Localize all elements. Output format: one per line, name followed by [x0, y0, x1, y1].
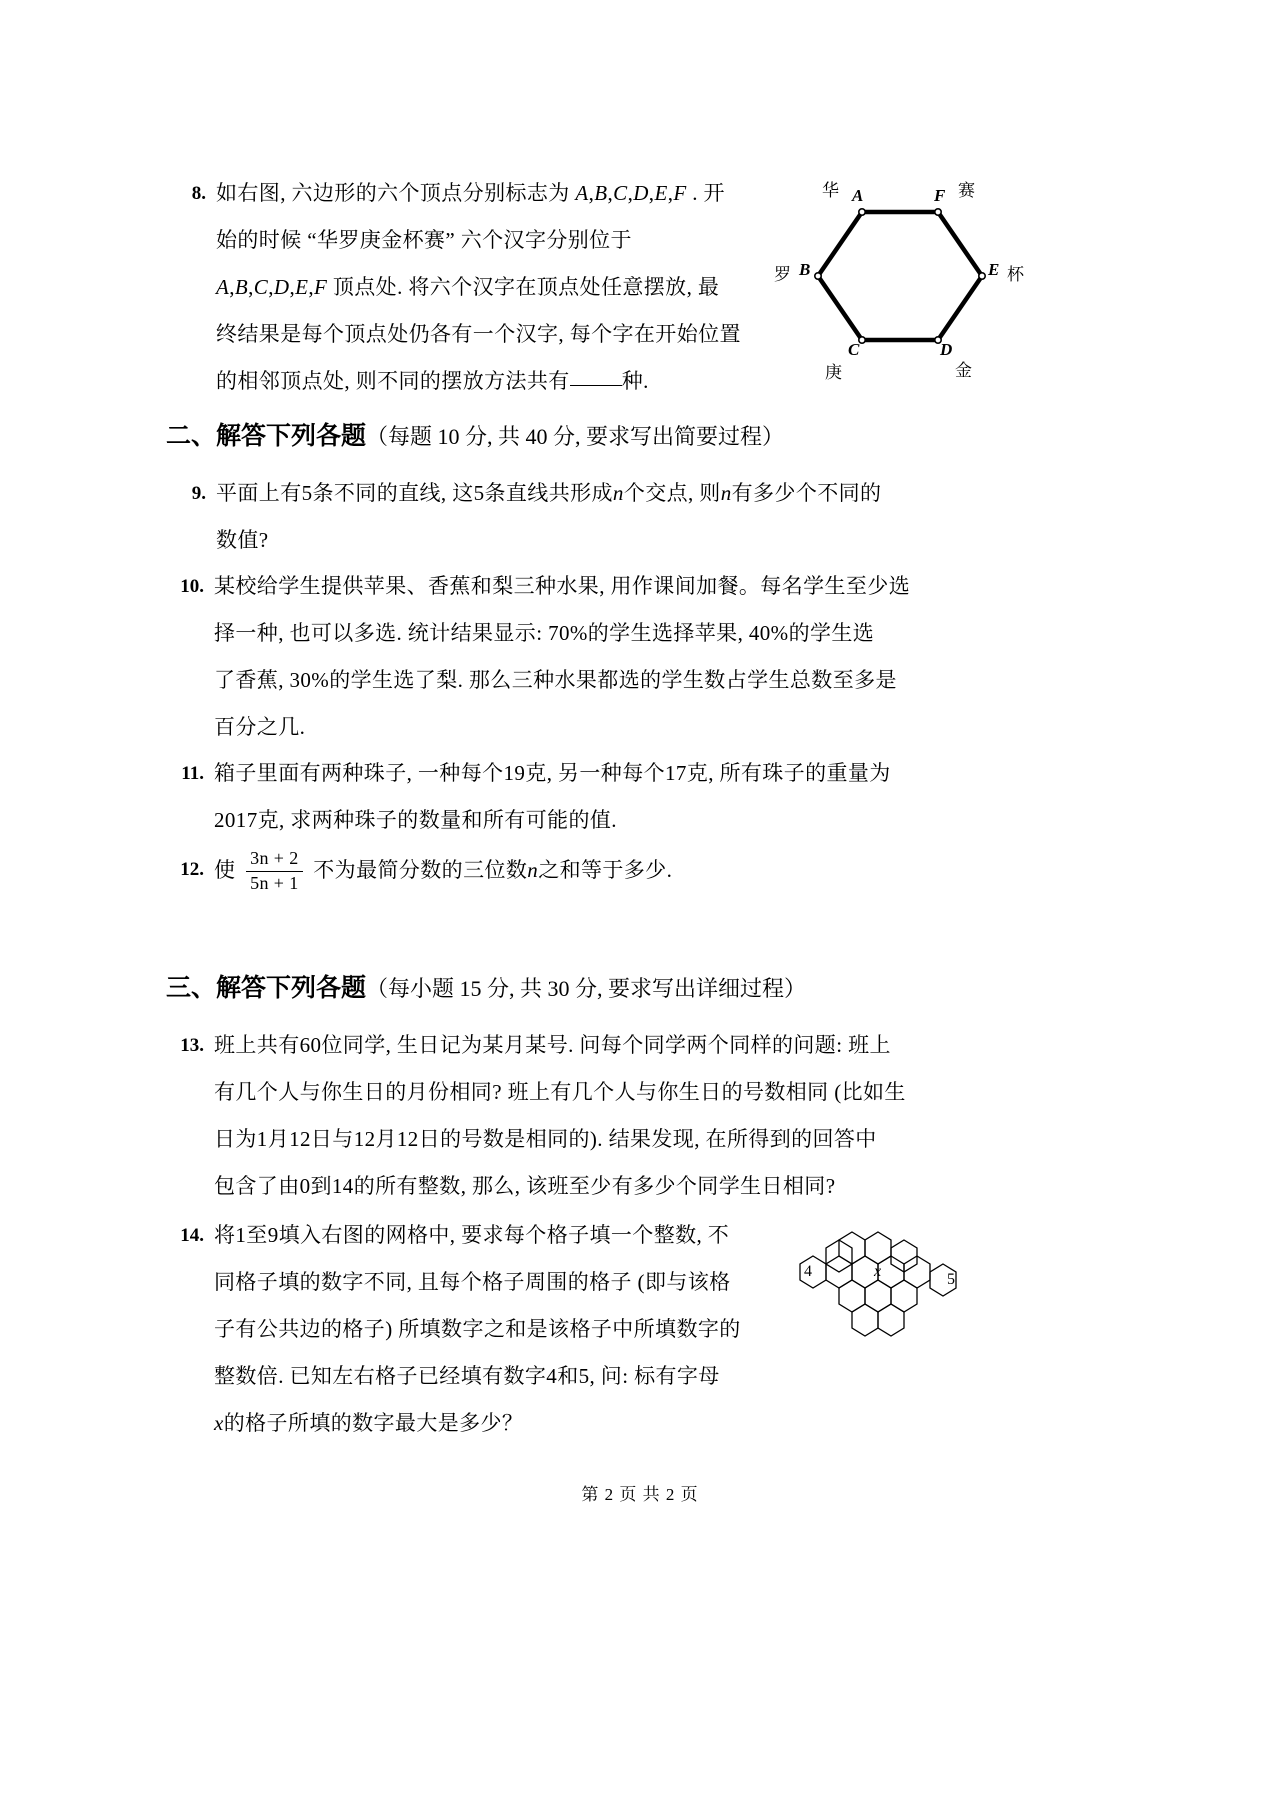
problem-11-line-2: 2017克, 求两种珠子的数量和所有可能的值. — [214, 808, 617, 832]
problem-9-body — [216, 470, 881, 564]
problem-13-line-4: 包含了由0到14的所有整数, 那么, 该班至少有多少个同学生日相同? — [214, 1174, 836, 1198]
problem-13-line-2: 有几个人与你生日的月份相同? 班上有几个人与你生日的号数相同 (比如生 — [214, 1080, 906, 1104]
hexagon-hanzi-hua: 华 — [822, 181, 839, 200]
hexagon-vertex-label-F: F — [934, 186, 946, 205]
problem-12-body — [214, 838, 672, 902]
problem-8-number: 8. — [191, 183, 206, 204]
hexagon-vertex-label-B: B — [799, 260, 811, 279]
hexagon-vertex-label-A: A — [852, 186, 864, 205]
problem-9-line-1: 平面上有5条不同的直线, 这5条直线共形成n个交点, 则n有多少个不同的 — [216, 481, 882, 505]
problem-14-line-3: 子有公共边的格子) 所填数字之和是该格子中所填数字的 — [214, 1317, 741, 1341]
section-two-title: 二、解答下列各题 — [166, 423, 367, 450]
problem-14-line-4: 整数倍. 已知左右格子已经填有数字4和5, 问: 标有字母 — [214, 1364, 720, 1388]
fraction-3n2-over-5n1 — [246, 848, 303, 893]
page-footer: 第 2 页 共 2 页 — [581, 1485, 699, 1504]
fraction-numerator: 3n + 2 — [250, 848, 299, 869]
problem-11-number: 11. — [181, 763, 204, 784]
problem-10 — [160, 563, 1020, 751]
problem-9-number: 9. — [191, 483, 206, 504]
hexagon-vertex-label-D: D — [940, 340, 953, 359]
hexagon-vertex-label-E: E — [988, 260, 1000, 279]
hexgrid-cell-left-value: 4 — [804, 1263, 812, 1280]
problem-8-line-1: 如右图, 六边形的六个顶点分别标志为 A,B,C,D,E,F . 开 — [216, 181, 725, 205]
problem-13-number: 13. — [180, 1035, 204, 1056]
problem-13-line-3: 日为1月12日与12月12日的号数是相同的). 结果发现, 在所得到的回答中 — [214, 1127, 877, 1151]
problem-8 — [162, 170, 822, 405]
problem-8-line-2: 始的时候 “华罗庚金杯赛” 六个汉字分别位于 — [216, 228, 632, 252]
problem-14-line-1: 将1至9填入右图的网格中, 要求每个格子填一个整数, 不 — [214, 1223, 730, 1247]
hexagon-grid-figure — [790, 1228, 990, 1348]
section-two-heading — [166, 420, 784, 454]
problem-8-line-4: 终结果是每个顶点处仍各有一个汉字, 每个字在开始位置 — [216, 322, 741, 346]
problem-14 — [160, 1212, 820, 1447]
problem-9 — [162, 470, 1002, 564]
problem-11-body — [214, 750, 891, 844]
problem-10-line-1: 某校给学生提供苹果、香蕉和梨三种水果, 用作课间加餐。每名学生至少选 — [214, 574, 911, 598]
hexagon-hanzi-geng: 庚 — [825, 363, 842, 382]
section-three-title: 三、解答下列各题 — [166, 975, 367, 1002]
problem-9-line-2: 数值? — [216, 528, 269, 552]
hexgrid-cell-center-value: x — [874, 1263, 882, 1280]
problem-11-line-1: 箱子里面有两种珠子, 一种每个19克, 另一种每个17克, 所有珠子的重量为 — [214, 761, 891, 785]
problem-14-body — [214, 1212, 741, 1447]
hexagon-vertex-label-C: C — [848, 340, 860, 359]
problem-10-body — [214, 563, 910, 751]
hexagon-vertices-figure — [774, 180, 1024, 382]
problem-10-line-4: 百分之几. — [214, 715, 306, 739]
problem-14-line-5: x的格子所填的数字最大是多少？ — [214, 1411, 524, 1435]
problem-13-line-1: 班上共有60位同学, 生日记为某月某号. 问每个同学两个同样的问题: 班上 — [214, 1033, 891, 1057]
fraction-denominator: 5n + 1 — [250, 872, 299, 893]
problem-14-line-2: 同格子填的数字不同, 且每个格子周围的格子 (即与该格 — [214, 1270, 731, 1294]
problem-13 — [160, 1022, 1040, 1210]
problem-13-body — [214, 1022, 906, 1210]
section-three-heading — [166, 972, 806, 1006]
section-two-detail: （每题 10 分, 共 40 分, 要求写出简要过程） — [366, 424, 785, 449]
answer-blank-8[interactable] — [570, 385, 622, 386]
problem-10-line-3: 了香蕉, 30%的学生选了梨. 那么三种水果都选的学生数占学生总数至多是 — [214, 668, 897, 692]
hexagon-hanzi-jin: 金 — [955, 361, 972, 380]
problem-12-number: 12. — [180, 859, 204, 880]
problem-11 — [160, 750, 1020, 844]
hexagon-svg — [800, 180, 1000, 365]
hexagon-hanzi-sai: 赛 — [958, 181, 975, 200]
section-three-detail: （每小题 15 分, 共 30 分, 要求写出详细过程） — [366, 976, 807, 1001]
problem-10-line-2: 择一种, 也可以多选. 统计结果显示: 70%的学生选择苹果, 40%的学生选 — [214, 621, 875, 645]
problem-14-number: 14. — [180, 1225, 204, 1246]
problem-8-body — [216, 170, 741, 405]
hexagon-grid-svg — [790, 1228, 990, 1348]
hexagon-hanzi-luo: 罗 — [774, 265, 791, 284]
problem-12-line-1: 使 $\frac{3n + 2}{5n + 1}$ 不为最简分数的三位数n之和等于多少. — [214, 848, 673, 893]
problem-12 — [160, 838, 1020, 902]
problem-8-line-3: A,B,C,D,E,F 顶点处. 将六个汉字在顶点处任意摆放, 最 — [216, 275, 720, 299]
hexagon-hanzi-bei: 杯 — [1007, 265, 1024, 284]
hexgrid-cell-right-value: 5 — [947, 1271, 955, 1288]
problem-8-line-5: 的相邻顶点处, 则不同的摆放方法共有 种. — [216, 369, 649, 393]
fraction-bar — [246, 871, 303, 872]
problem-10-number: 10. — [180, 576, 204, 597]
